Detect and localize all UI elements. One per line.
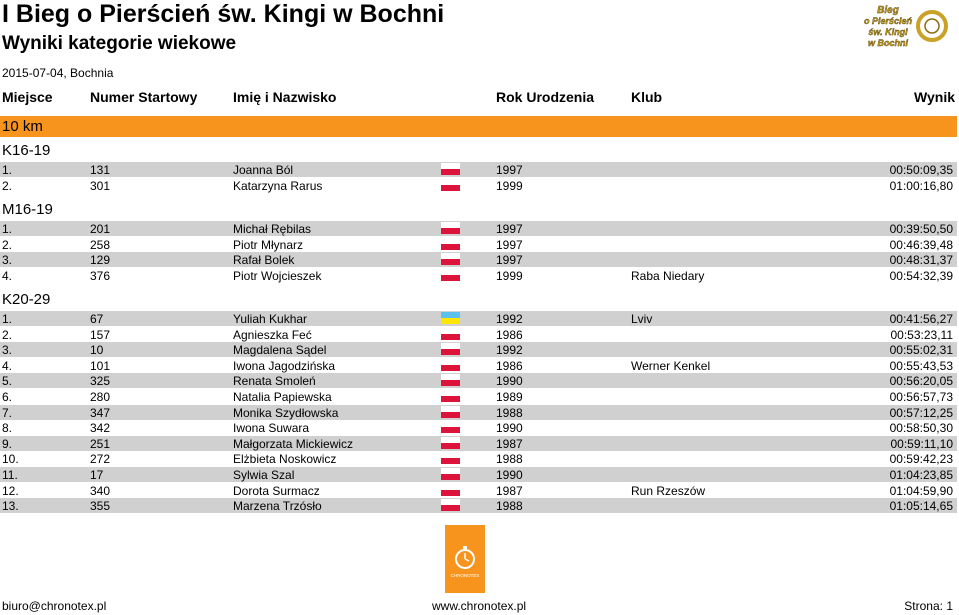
table-row (0, 451, 957, 466)
cell-bib: 251 (90, 436, 111, 451)
cell-bib: 131 (90, 163, 111, 177)
table-row (0, 342, 957, 357)
cell-time: 00:55:02,31 (889, 343, 953, 358)
cell-club: Raba Niedary (631, 268, 705, 283)
cell-time: 00:50:09,35 (889, 163, 953, 177)
event-logo (848, 2, 948, 52)
cell-place: 12. (2, 483, 19, 498)
flag-poland-icon (441, 406, 460, 418)
footer-website[interactable]: www.chronotex.pl (432, 599, 527, 613)
cell-bib: 301 (90, 178, 111, 193)
cell-bib: 10 (90, 343, 104, 358)
cell-name: Elżbieta Noskowicz (233, 452, 337, 467)
cell-name: Natalia Papiewska (233, 390, 332, 404)
cell-year: 1988 (496, 452, 523, 467)
table-row (0, 178, 957, 193)
category-header (0, 141, 957, 160)
cell-name: Marzena Trzósło (233, 499, 322, 514)
table-row (0, 237, 957, 252)
col-bib-header: Numer Startowy (90, 89, 198, 105)
cell-name: Rafał Bolek (233, 253, 295, 268)
footer-page-number: Strona: 1 (904, 599, 953, 613)
col-name-header: Imię i Nazwisko (233, 89, 337, 105)
cell-place: 1. (2, 222, 13, 236)
cell-place: 2. (2, 178, 13, 193)
cell-bib: 355 (90, 499, 111, 514)
flag-poland-icon (441, 499, 460, 511)
table-row (0, 436, 957, 451)
flag-poland-icon (441, 253, 460, 265)
cell-time: 01:04:59,90 (889, 483, 953, 498)
flag-poland-icon (441, 343, 460, 355)
cell-place: 8. (2, 421, 13, 436)
cell-name: Michał Rębilas (233, 222, 312, 236)
cell-year: 1987 (496, 436, 523, 451)
table-row (0, 358, 957, 373)
cell-place: 7. (2, 405, 13, 420)
cell-year: 1989 (496, 390, 523, 404)
cell-bib: 272 (90, 452, 111, 467)
cell-bib: 101 (90, 358, 111, 373)
cell-bib: 347 (90, 405, 111, 420)
cell-year: 1988 (496, 405, 523, 420)
table-row (0, 405, 957, 420)
table-row (0, 498, 957, 513)
cell-place: 5. (2, 374, 13, 389)
cell-place: 9. (2, 436, 13, 451)
cell-name: Iwona Suwara (233, 421, 310, 436)
flag-poland-icon (441, 390, 460, 402)
cell-place: 6. (2, 390, 13, 404)
col-club-header: Klub (631, 89, 663, 105)
cell-name: Agnieszka Feć (233, 327, 312, 342)
cell-name: Małgorzata Mickiewicz (233, 436, 354, 451)
flag-poland-icon (441, 468, 460, 480)
cell-name: Dorota Surmacz (233, 483, 320, 498)
cell-year: 1990 (496, 374, 523, 389)
table-row (0, 483, 957, 498)
chronotex-logo-text: CHRONOTEX (450, 573, 480, 578)
table-row (0, 389, 957, 404)
cell-year: 1997 (496, 237, 523, 252)
distance-band (0, 116, 957, 138)
cell-year: 1987 (496, 483, 523, 498)
cell-time: 00:59:42,23 (889, 452, 953, 467)
flag-poland-icon (441, 374, 460, 386)
cell-year: 1988 (496, 499, 523, 514)
date-location: 2015-07-04, Bochnia (2, 66, 114, 80)
cell-bib: 376 (90, 268, 111, 283)
page-subtitle: Wyniki kategorie wiekowe (2, 33, 237, 54)
cell-time: 00:54:32,39 (889, 268, 953, 283)
cell-name: Sylwia Szal (233, 468, 295, 482)
cell-place: 1. (2, 163, 13, 177)
flag-poland-icon (441, 269, 460, 281)
logo-line-1: Bieg (877, 5, 899, 16)
cell-place: 2. (2, 327, 13, 342)
flag-poland-icon (441, 452, 460, 464)
cell-bib: 325 (90, 374, 111, 389)
cell-bib: 201 (90, 222, 111, 236)
flag-poland-icon (441, 484, 460, 496)
cell-time: 00:53:23,11 (890, 327, 953, 342)
cell-year: 1990 (496, 468, 523, 482)
cell-club: Werner Kenkel (631, 358, 711, 373)
cell-bib: 129 (90, 253, 111, 268)
cell-place: 1. (2, 312, 13, 326)
cell-bib: 17 (90, 468, 104, 482)
cell-place: 2. (2, 237, 13, 252)
cell-time: 00:56:57,73 (889, 390, 953, 404)
cell-name: Monika Szydłowska (233, 405, 339, 420)
cell-place: 4. (2, 358, 13, 373)
table-row (0, 327, 957, 342)
cell-time: 00:56:20,05 (889, 374, 953, 389)
cell-time: 00:46:39,48 (889, 237, 953, 252)
cell-time: 00:39:50,50 (889, 222, 953, 236)
flag-poland-icon (441, 163, 460, 175)
table-row (0, 311, 957, 326)
cell-place: 11. (2, 468, 18, 482)
cell-bib: 67 (90, 312, 104, 326)
flag-poland-icon (441, 328, 460, 340)
category-label: M16-19 (2, 201, 53, 218)
flag-poland-icon (441, 421, 460, 433)
cell-name: Piotr Wojcieszek (233, 268, 322, 283)
flag-poland-icon (441, 179, 460, 191)
table-row (0, 221, 957, 236)
cell-time: 01:04:23,85 (889, 468, 953, 482)
cell-year: 1997 (496, 253, 523, 268)
category-header (0, 200, 957, 219)
cell-bib: 340 (90, 483, 111, 498)
cell-time: 00:57:12,25 (889, 405, 953, 420)
table-row (0, 420, 957, 435)
logo-line-2: o Pierścień (863, 16, 913, 26)
cell-year: 1999 (496, 178, 523, 193)
cell-time: 00:41:56,27 (889, 312, 953, 326)
cell-year: 1997 (496, 163, 523, 177)
cell-bib: 258 (90, 237, 111, 252)
cell-time: 00:59:11,10 (890, 436, 953, 451)
category-label: K20-29 (2, 291, 51, 308)
col-place-header: Miejsce (2, 89, 53, 105)
cell-bib: 157 (90, 327, 111, 342)
flag-ukraine-icon (441, 312, 460, 324)
cell-bib: 280 (90, 390, 111, 404)
column-header-row (0, 87, 959, 109)
cell-year: 1986 (496, 358, 523, 373)
cell-club: Lviv (631, 312, 653, 326)
cell-club: Run Rzeszów (631, 483, 706, 498)
cell-place: 10. (2, 452, 19, 467)
col-time-header: Wynik (914, 89, 955, 105)
cell-time: 01:00:16,80 (889, 178, 953, 193)
logo-line-3: św. Kingi (868, 27, 908, 37)
cell-place: 3. (2, 343, 13, 358)
chronotex-logo (445, 525, 485, 593)
cell-bib: 342 (90, 421, 111, 436)
category-header (0, 290, 957, 309)
flag-poland-icon (441, 222, 460, 234)
category-label: K16-19 (2, 142, 51, 159)
cell-time: 00:55:43,53 (889, 358, 953, 373)
cell-year: 1992 (496, 312, 523, 326)
cell-place: 3. (2, 253, 13, 268)
cell-name: Piotr Młynarz (233, 237, 304, 252)
cell-name: Yuliah Kukhar (233, 312, 308, 326)
cell-name: Katarzyna Rarus (233, 178, 323, 193)
distance-label: 10 km (2, 118, 43, 135)
cell-place: 13. (2, 499, 19, 514)
cell-year: 1997 (496, 222, 523, 236)
cell-time: 00:58:50,30 (889, 421, 953, 436)
flag-poland-icon (441, 359, 460, 371)
footer-email[interactable]: biuro@chronotex.pl (2, 599, 107, 613)
cell-year: 1990 (496, 421, 523, 436)
flag-poland-icon (441, 238, 460, 250)
cell-year: 1986 (496, 327, 523, 342)
table-row (0, 162, 957, 177)
cell-name: Iwona Jagodzińska (233, 358, 336, 373)
table-row (0, 467, 957, 482)
cell-place: 4. (2, 268, 13, 283)
cell-name: Magdalena Sądel (233, 343, 327, 358)
cell-name: Joanna Ból (233, 163, 294, 177)
col-year-header: Rok Urodzenia (496, 89, 595, 105)
logo-line-4: w Bochni (868, 38, 908, 48)
flag-poland-icon (441, 437, 460, 449)
cell-year: 1992 (496, 343, 523, 358)
cell-time: 01:05:14,65 (889, 499, 953, 514)
page-title: I Bieg o Pierścień św. Kingi w Bochni (2, 0, 445, 28)
table-row (0, 373, 957, 388)
table-row (0, 268, 957, 283)
cell-time: 00:48:31,37 (889, 253, 953, 268)
cell-name: Renata Smoleń (233, 374, 316, 389)
cell-year: 1999 (496, 268, 523, 283)
table-row (0, 252, 957, 267)
